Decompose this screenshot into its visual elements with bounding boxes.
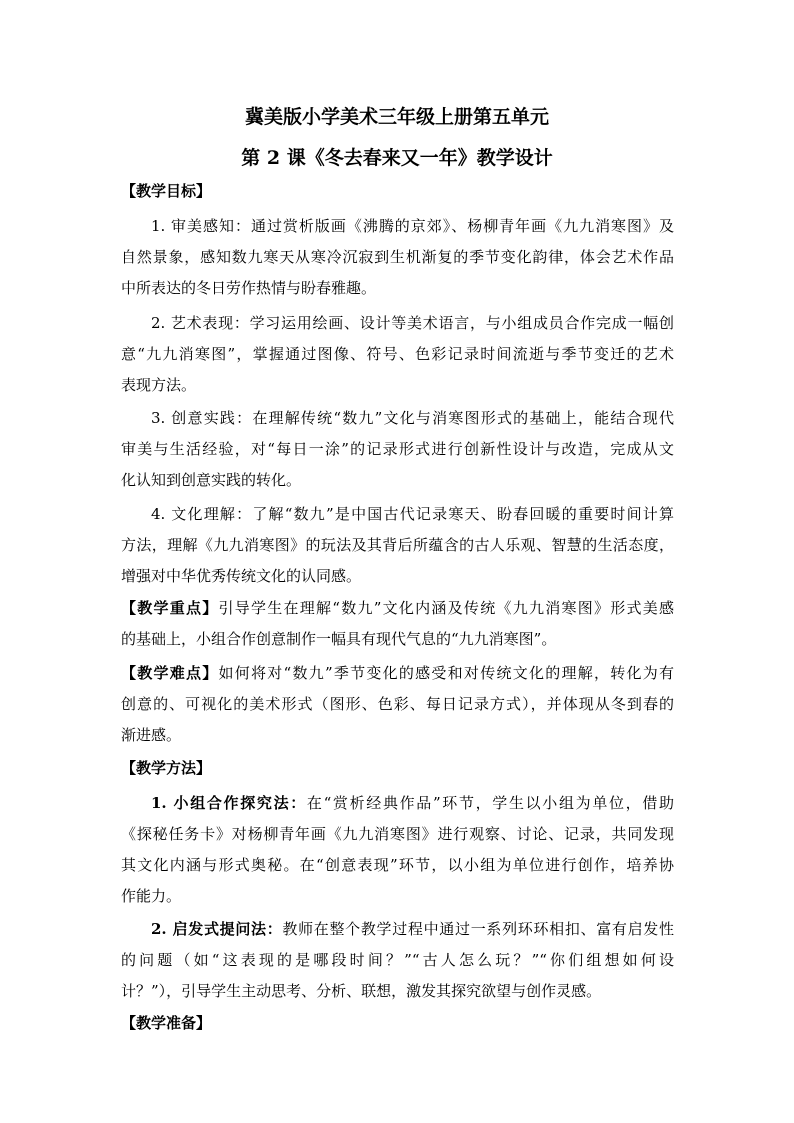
section-heading-preparation: 【教学准备】 — [121, 1014, 212, 1032]
objective-4-line: 方法，理解《九九消寒图》的玩法及其背后所蕴含的古人乐观、智慧的生活态度， — [121, 536, 674, 554]
objective-2-line: 表现方法。 — [121, 376, 197, 394]
difficulty-line: 渐进感。 — [121, 726, 182, 744]
method-2-line — [151, 918, 674, 940]
key-point-label: 【教学重点】 — [121, 599, 219, 617]
method-2-text: 教师在整个教学过程中通过一系列环环相扣、富有启发性 — [282, 920, 674, 938]
objective-1-line: 自然景象，感知数九寒天从寒冷沉寂到生机渐复的季节变化韵律，体会艺术作品 — [121, 248, 674, 266]
key-point-line: 的基础上，小组合作创意制作一幅具有现代气息的“九九消寒图”。 — [121, 630, 557, 648]
objective-2-line: 意“九九消寒图”，掌握通过图像、符号、色彩记录时间流逝与季节变迁的艺术 — [121, 345, 674, 363]
method-1-label: 1. 小组合作探究法： — [151, 794, 307, 812]
method-2-label: 2. 启发式提问法： — [151, 920, 283, 938]
document-title-line1: 冀美版小学美术三年级上册第五单元 — [244, 106, 549, 128]
method-1-line — [151, 792, 674, 814]
objective-3-line: 审美与生活经验，对“每日一涂”的记录形式进行创新性设计与改造，完成从文 — [121, 440, 674, 458]
document-title-line2: 第 2 课《冬去春来又一年》教学设计 — [241, 147, 553, 169]
section-heading-methods: 【教学方法】 — [121, 759, 212, 777]
objective-1-line: 1. 审美感知：通过赏析版画《沸腾的京郊》、杨柳青年画《九九消寒图》及 — [151, 217, 674, 235]
method-2-line: 的问题（如“这表现的是哪段时间？”“古人怎么玩？”“你们组想如何设 — [121, 951, 674, 969]
objective-4-line: 增强对中华优秀传统文化的认同感。 — [121, 567, 362, 585]
section-heading-objectives: 【教学目标】 — [121, 182, 212, 200]
key-point-text: 引导学生在理解“数九”文化内涵及传统《九九消寒图》形式美感 — [218, 599, 674, 617]
difficulty-text: 如何将对“数九”季节变化的感受和对传统文化的理解，转化为有 — [218, 664, 674, 682]
key-point-line — [121, 597, 674, 619]
objective-1-line: 中所表达的冬日劳作热情与盼春雅趣。 — [121, 279, 377, 297]
objective-4-line: 4. 文化理解：了解“数九”是中国古代记录寒天、盼春回暖的重要时间计算 — [151, 505, 674, 523]
method-2-line: 计？”），引导学生主动思考、分析、联想，激发其探究欲望与创作灵感。 — [121, 982, 602, 1000]
difficulty-line: 创意的、可视化的美术形式（图形、色彩、每日记录方式），并体现从冬到春的 — [121, 695, 674, 713]
difficulty-label: 【教学难点】 — [121, 664, 219, 682]
method-1-line: 作能力。 — [121, 887, 182, 905]
difficulty-line — [121, 662, 674, 684]
objective-3-line: 3. 创意实践：在理解传统“数九”文化与消寒图形式的基础上，能结合现代 — [151, 409, 674, 427]
method-1-line: 《探秘任务卡》对杨柳青年画《九九消寒图》进行观察、讨论、记录，共同发现 — [121, 825, 674, 843]
objective-3-line: 化认知到创意实践的转化。 — [121, 471, 302, 489]
method-1-line: 其文化内涵与形式奥秘。在“创意表现”环节，以小组为单位进行创作，培养协 — [121, 856, 674, 874]
objective-2-line: 2. 艺术表现：学习运用绘画、设计等美术语言，与小组成员合作完成一幅创 — [151, 314, 674, 332]
method-1-text: 在“赏析经典作品”环节，学生以小组为单位，借助 — [306, 794, 674, 812]
